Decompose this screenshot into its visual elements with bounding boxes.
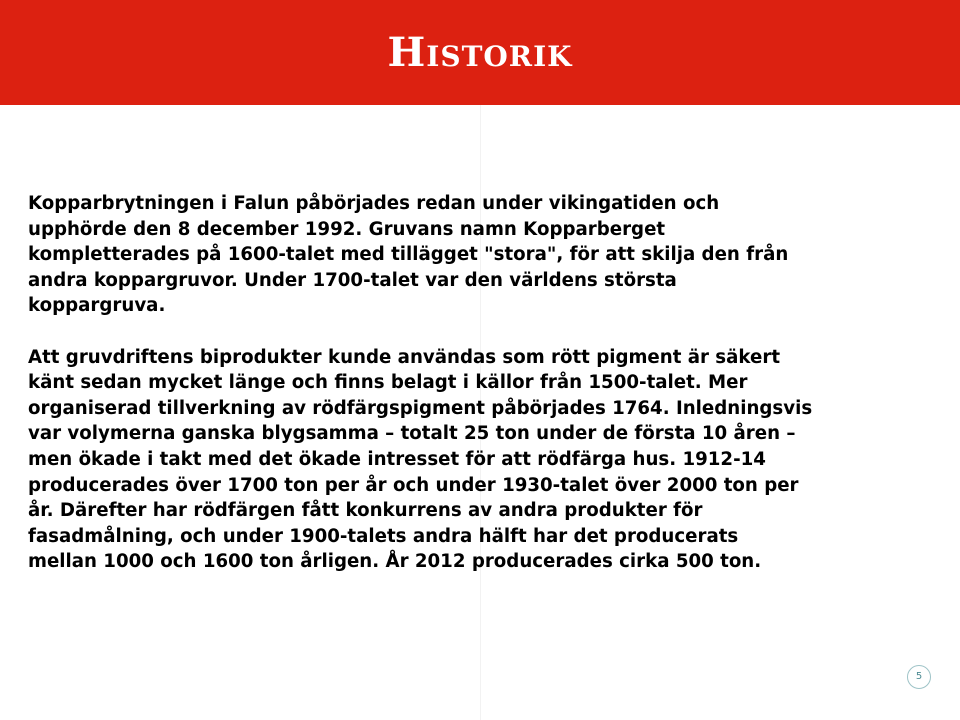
- paragraph-copper-mining: Kopparbrytningen i Falun påbörjades redan under vikingatiden och upphörde den 8 december 1992. Gruvans namn Kopparberget kompletterades på 1600-talet med tillägget "stora", för att skilja den från andra koppargruvor. Under 1700-talet var den världens största koppargruva.: [28, 193, 789, 317]
- slide-body: [28, 191, 918, 575]
- paragraph-red-pigment: Att gruvdriftens biprodukter kunde användas som rött pigment är säkert känt sedan mycket länge och finns belagt i källor från 1500-talet. Mer organiserad tillverkning av rödfärgspigment påbörjades 1764. Inledningsvis var volymerna ganska blygsamma – totalt 25 ton under de första 10 åren – men ökade i takt med det ökade intresset för att rödfärga hus. 1912-14 producerades över 1700 ton per år och under 1930-talet över 2000 ton per år. Därefter har rödfärgen fått konkurrens av andra produkter för fasadmålning, och under 1900-talets andra hälft har det producerats mellan 1000 och 1600 ton årligen. År 2012 producerades cirka 500 ton.: [28, 346, 813, 573]
- slide-title: Historik: [387, 29, 573, 76]
- page-number-badge: 5: [907, 665, 931, 689]
